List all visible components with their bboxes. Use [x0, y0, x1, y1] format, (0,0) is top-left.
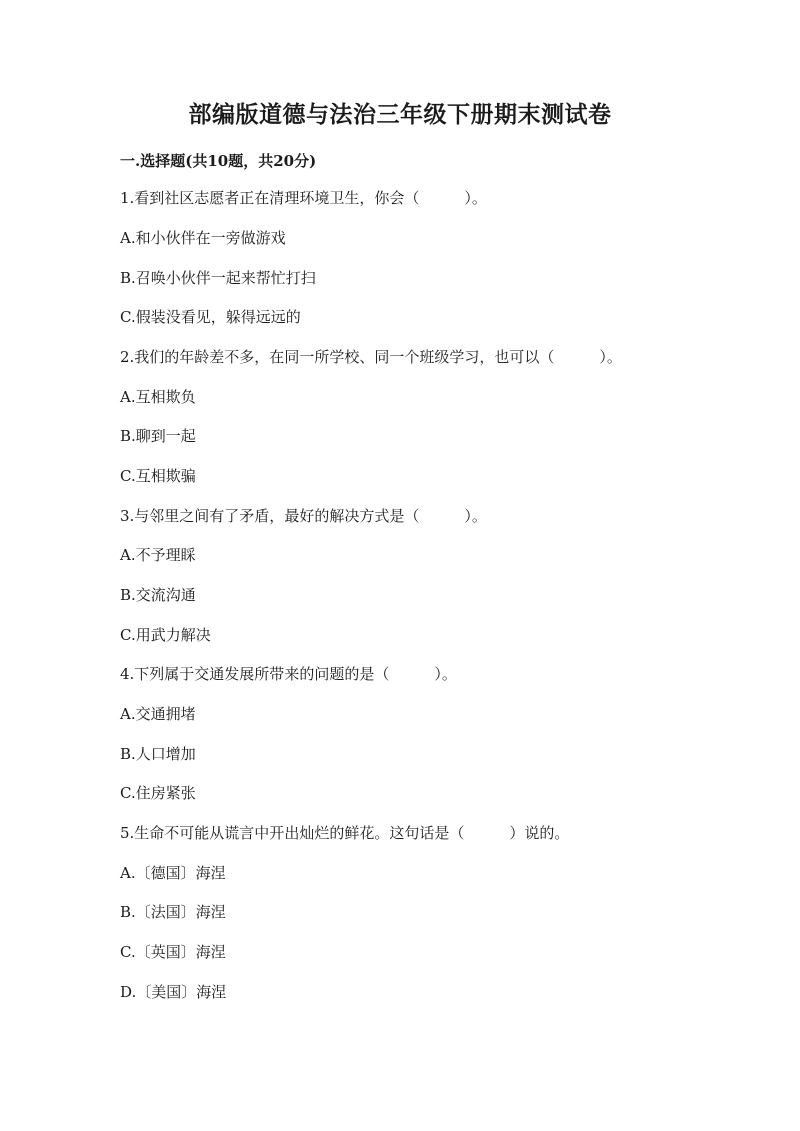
- question-3-stem: 3.与邻里之间有了矛盾，最好的解决方式是（ ）。: [120, 507, 487, 525]
- question-3-option-c: C.用武力解决: [120, 626, 211, 644]
- question-5-option-c: C.〔英国〕海涅: [120, 943, 226, 961]
- question-2-option-b: B.聊到一起: [120, 427, 196, 445]
- question-4-option-b: B.人口增加: [120, 745, 196, 763]
- question-4-option-a: A.交通拥堵: [120, 705, 196, 723]
- question-5-option-d: D.〔美国〕海涅: [120, 983, 227, 1001]
- question-5-stem: 5.生命不可能从谎言中开出灿烂的鲜花。这句话是（ ）说的。: [120, 824, 570, 842]
- question-1-option-b: B.召唤小伙伴一起来帮忙打扫: [120, 269, 316, 287]
- question-5-option-b: B.〔法国〕海涅: [120, 903, 226, 921]
- question-1-option-a: A.和小伙伴在一旁做游戏: [120, 229, 286, 247]
- question-2-stem: 2.我们的年龄差不多，在同一所学校、同一个班级学习，也可以（ ）。: [120, 348, 622, 366]
- question-1-stem: 1.看到社区志愿者正在清理环境卫生，你会（ ）。: [120, 189, 487, 207]
- question-3-option-a: A.不予理睬: [120, 546, 196, 564]
- exam-title: 部编版道德与法治三年级下册期末测试卷: [188, 101, 612, 128]
- question-4-option-c: C.住房紧张: [120, 784, 196, 802]
- question-5-option-a: A.〔德国〕海涅: [120, 864, 226, 882]
- question-2-option-c: C.互相欺骗: [120, 467, 196, 485]
- section-heading: 一.选择题(共10题，共20分): [120, 152, 317, 170]
- question-4-stem: 4.下列属于交通发展所带来的问题的是（ ）。: [120, 665, 457, 683]
- question-2-option-a: A.互相欺负: [120, 388, 196, 406]
- question-1-option-c: C.假装没看见，躲得远远的: [120, 308, 301, 326]
- question-3-option-b: B.交流沟通: [120, 586, 196, 604]
